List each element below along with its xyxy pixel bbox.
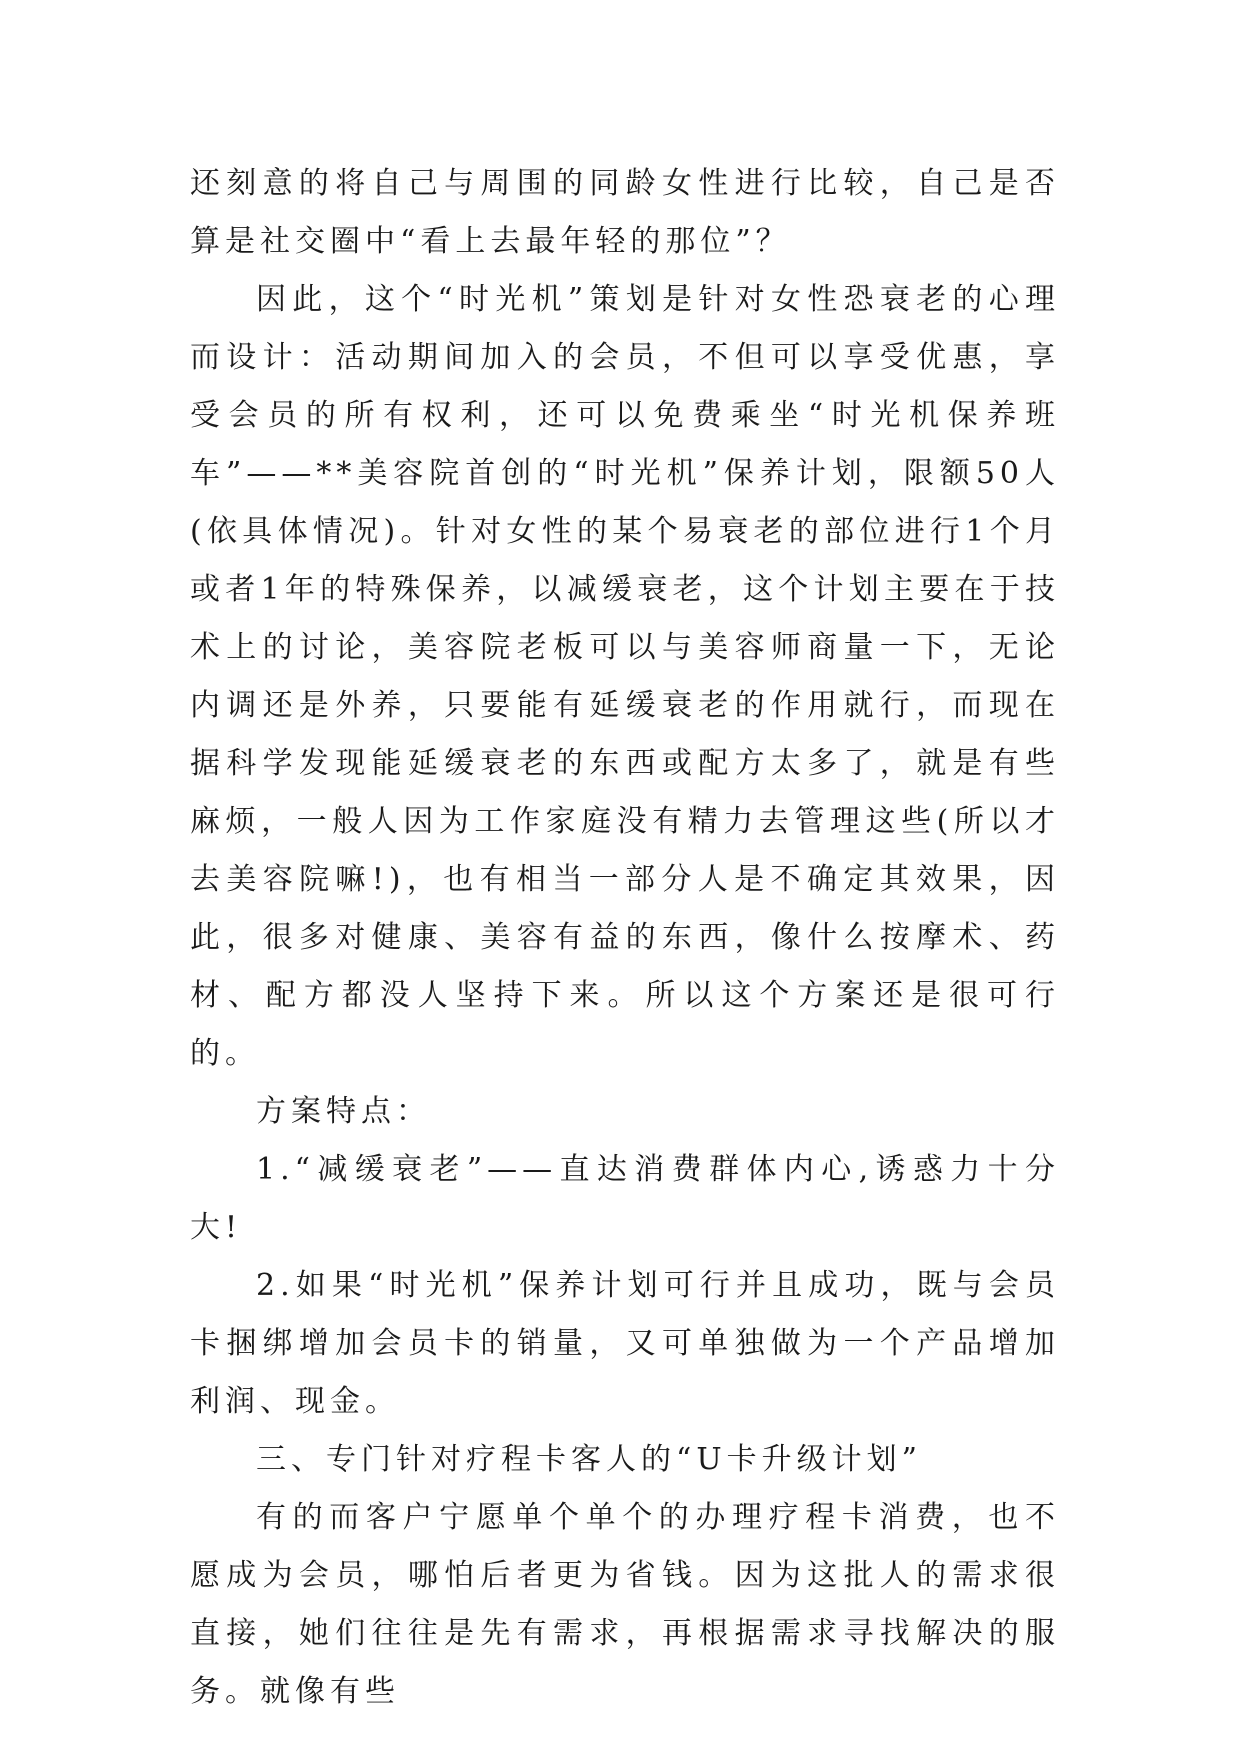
body-text	[190, 155, 1060, 1721]
paragraph-1: 还刻意的将自己与周围的同龄女性进行比较，自己是否算是社交圈中“看上去最年轻的那位”？	[190, 166, 1060, 259]
paragraph-2: 因此，这个“时光机”策划是针对女性恐衰老的心理而设计：活动期间加入的会员，不但可以享受优惠，享受会员的所有权利，还可以免费乘坐“时光机保养班车”——**美容院首创的“时光机”保养计划，限额50人(依具体情况)。针对女性的某个易衰老的部位进行1个月或者1年的特殊保养，以减缓衰老，这个计划主要在于技术上的讨论，美容院老板可以与美容师商量一下，无论内调还是外养，只要能有延缓衰老的作用就行，而现在据科学发现能延缓衰老的东西或配方太多了，就是有些麻烦，一般人因为工作家庭没有精力去管理这些(所以才去美容院嘛!)，也有相当一部分人是不确定其效果，因此，很多对健康、美容有益的东西，像什么按摩术、药材、配方都没人坚持下来。所以这个方案还是很可行的。	[190, 282, 1060, 1071]
paragraph-3: 方案特点：	[256, 1094, 431, 1129]
paragraph-7: 有的而客户宁愿单个单个的办理疗程卡消费，也不愿成为会员，哪怕后者更为省钱。因为这批人的需求很直接，她们往往是先有需求，再根据需求寻找解决的服务。就像有些	[190, 1500, 1060, 1709]
paragraph-6: 三、专门针对疗程卡客人的“U卡升级计划”	[256, 1442, 922, 1477]
paragraph-5: 2.如果“时光机”保养计划可行并且成功，既与会员卡捆绑增加会员卡的销量，又可单独做为一个产品增加利润、现金。	[190, 1268, 1060, 1419]
paragraph-4: 1.“减缓衰老”——直达消费群体内心,诱惑力十分大!	[190, 1152, 1060, 1245]
